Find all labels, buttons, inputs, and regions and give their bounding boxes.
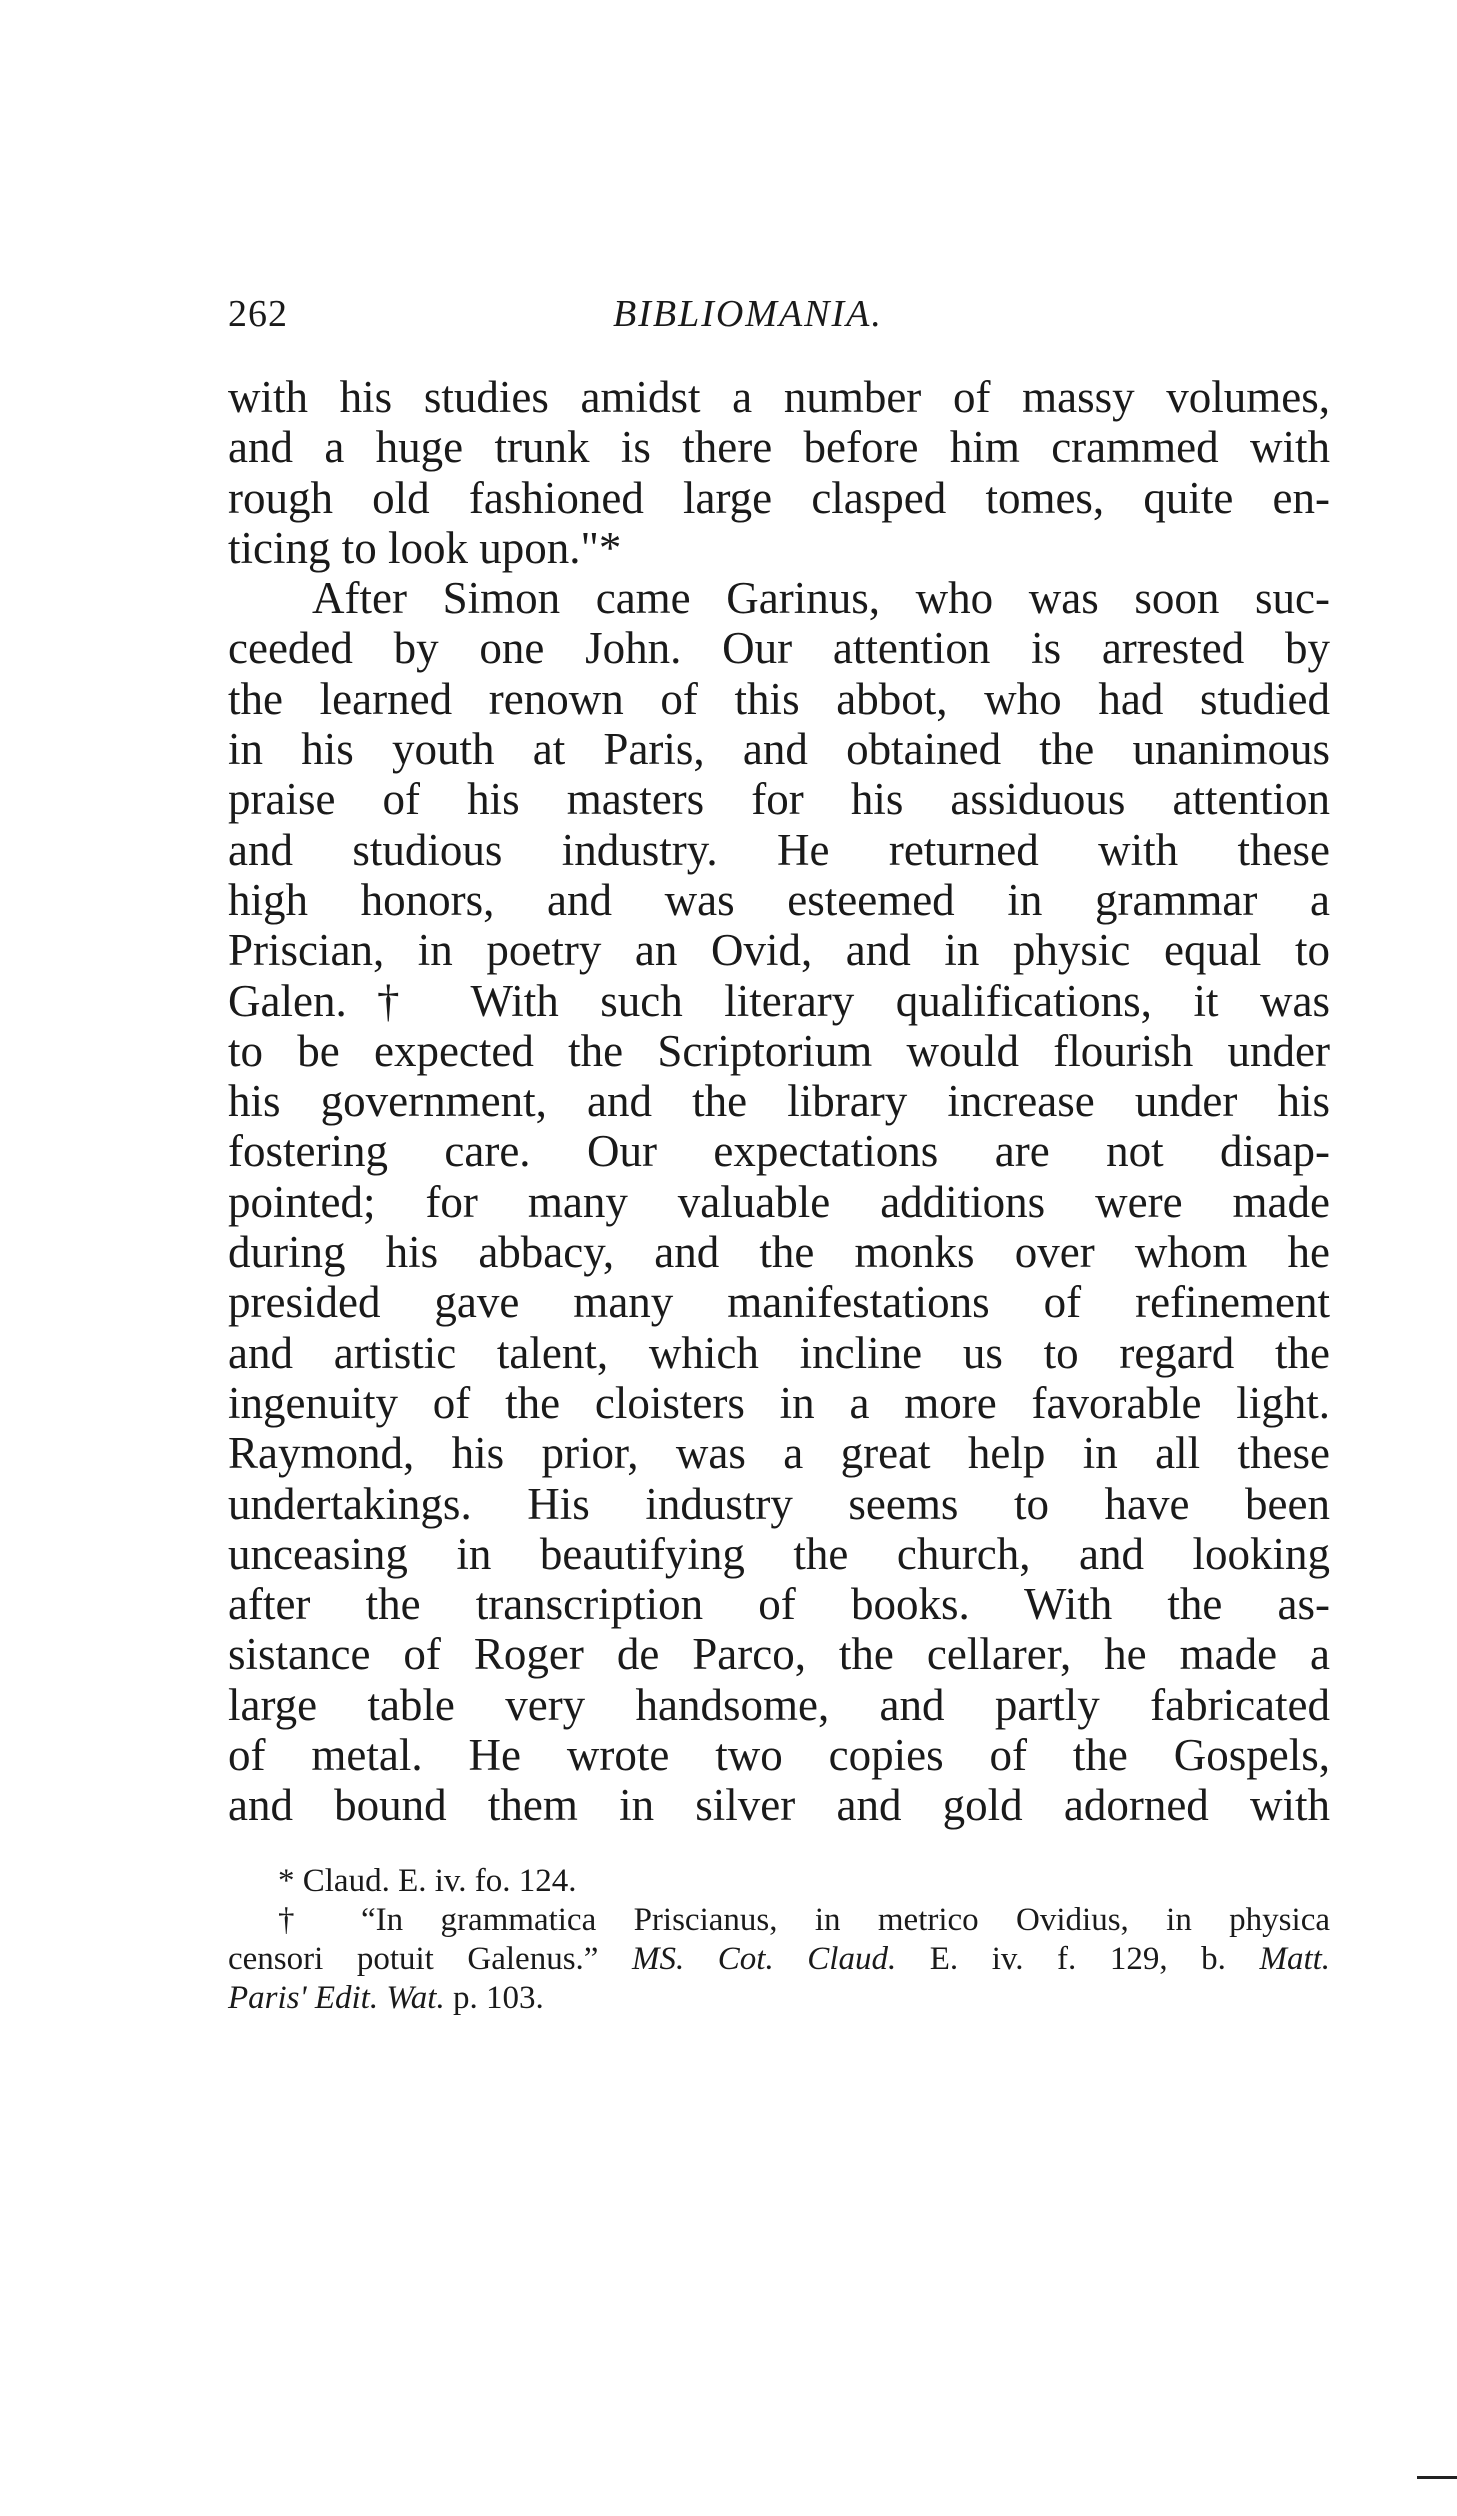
text-line: and a huge trunk is there before him crammed with	[228, 422, 1330, 473]
text-line: and artistic talent, which incline us to regard the	[228, 1327, 1330, 1378]
text-line: his government, and the library increase under his	[228, 1076, 1330, 1127]
text-line: large table very handsome, and partly fabricated	[228, 1679, 1330, 1730]
text-line: during his abbacy, and the monks over whom he	[228, 1227, 1330, 1278]
footnote-citation: Paris' Edit. Wat.	[228, 1980, 445, 2016]
text-line: praise of his masters for his assiduous attention	[228, 774, 1330, 825]
text-line: rough old fashioned large clasped tomes, quite en-	[228, 472, 1330, 523]
text-line: with his studies amidst a number of massy volumes,	[228, 372, 1330, 422]
footnote-1: * Claud. E. iv. fo. 124.	[278, 1863, 577, 1899]
text-line: Priscian, in poetry an Ovid, and in physic equal to	[228, 925, 1330, 976]
text-line: Galen.† With such literary qualifications, it was	[228, 975, 1330, 1026]
running-title: BIBLIOMANIA.	[613, 293, 883, 335]
footnote-text: E. iv. f. 129, b.	[929, 1941, 1226, 1977]
text-line: ingenuity of the cloisters in a more favorable light.	[228, 1377, 1330, 1428]
text-line: sistance of Roger de Parco, the cellarer, he made a	[228, 1629, 1330, 1680]
text-line: and studious industry. He returned with these	[228, 824, 1330, 875]
text-line: after the transcription of books. With the as-	[228, 1579, 1330, 1630]
text-line: Raymond, his prior, was a great help in all these	[228, 1428, 1330, 1479]
footnote-2-line-1: † “In grammatica Priscianus, in metrico Ovidius, in physica	[278, 1902, 1330, 1938]
text-line: ticing to look upon."*	[228, 522, 622, 573]
text-line: of metal. He wrote two copies of the Gospels,	[228, 1730, 1330, 1781]
footnotes	[228, 1862, 1330, 2018]
footnote-text: censori potuit Galenus.”	[228, 1941, 599, 1977]
text-line: undertakings. His industry seems to have been	[228, 1478, 1330, 1529]
footnote-2-line-3	[228, 1979, 1330, 2018]
footnote-citation: MS. Cot. Claud.	[632, 1941, 897, 1977]
text-line: After Simon came Garinus, who was soon suc-	[312, 573, 1330, 624]
text-line: in his youth at Paris, and obtained the unanimous	[228, 724, 1330, 775]
text-line: high honors, and was esteemed in grammar a	[228, 874, 1330, 925]
page-number: 262	[228, 293, 288, 335]
footnote-text: p. 103.	[452, 1980, 544, 2016]
page-edge-mark	[1417, 2476, 1457, 2479]
text-line: presided gave many manifestations of refinement	[228, 1277, 1330, 1328]
text-line: to be expected the Scriptorium would flourish under	[228, 1025, 1330, 1076]
text-line: pointed; for many valuable additions were made	[228, 1176, 1330, 1227]
text-line: unceasing in beautifying the church, and looking	[228, 1528, 1330, 1579]
page-header	[228, 292, 1328, 352]
text-line: ceeded by one John. Our attention is arrested by	[228, 623, 1330, 674]
text-line: the learned renown of this abbot, who had studied	[228, 673, 1330, 724]
footnote-2-line-2	[228, 1940, 1330, 1979]
footnote-citation: Matt.	[1259, 1941, 1331, 1977]
text-line: and bound them in silver and gold adorned with	[228, 1780, 1330, 1831]
text-line: fostering care. Our expectations are not disap-	[228, 1126, 1330, 1177]
body-text	[228, 372, 1330, 1831]
